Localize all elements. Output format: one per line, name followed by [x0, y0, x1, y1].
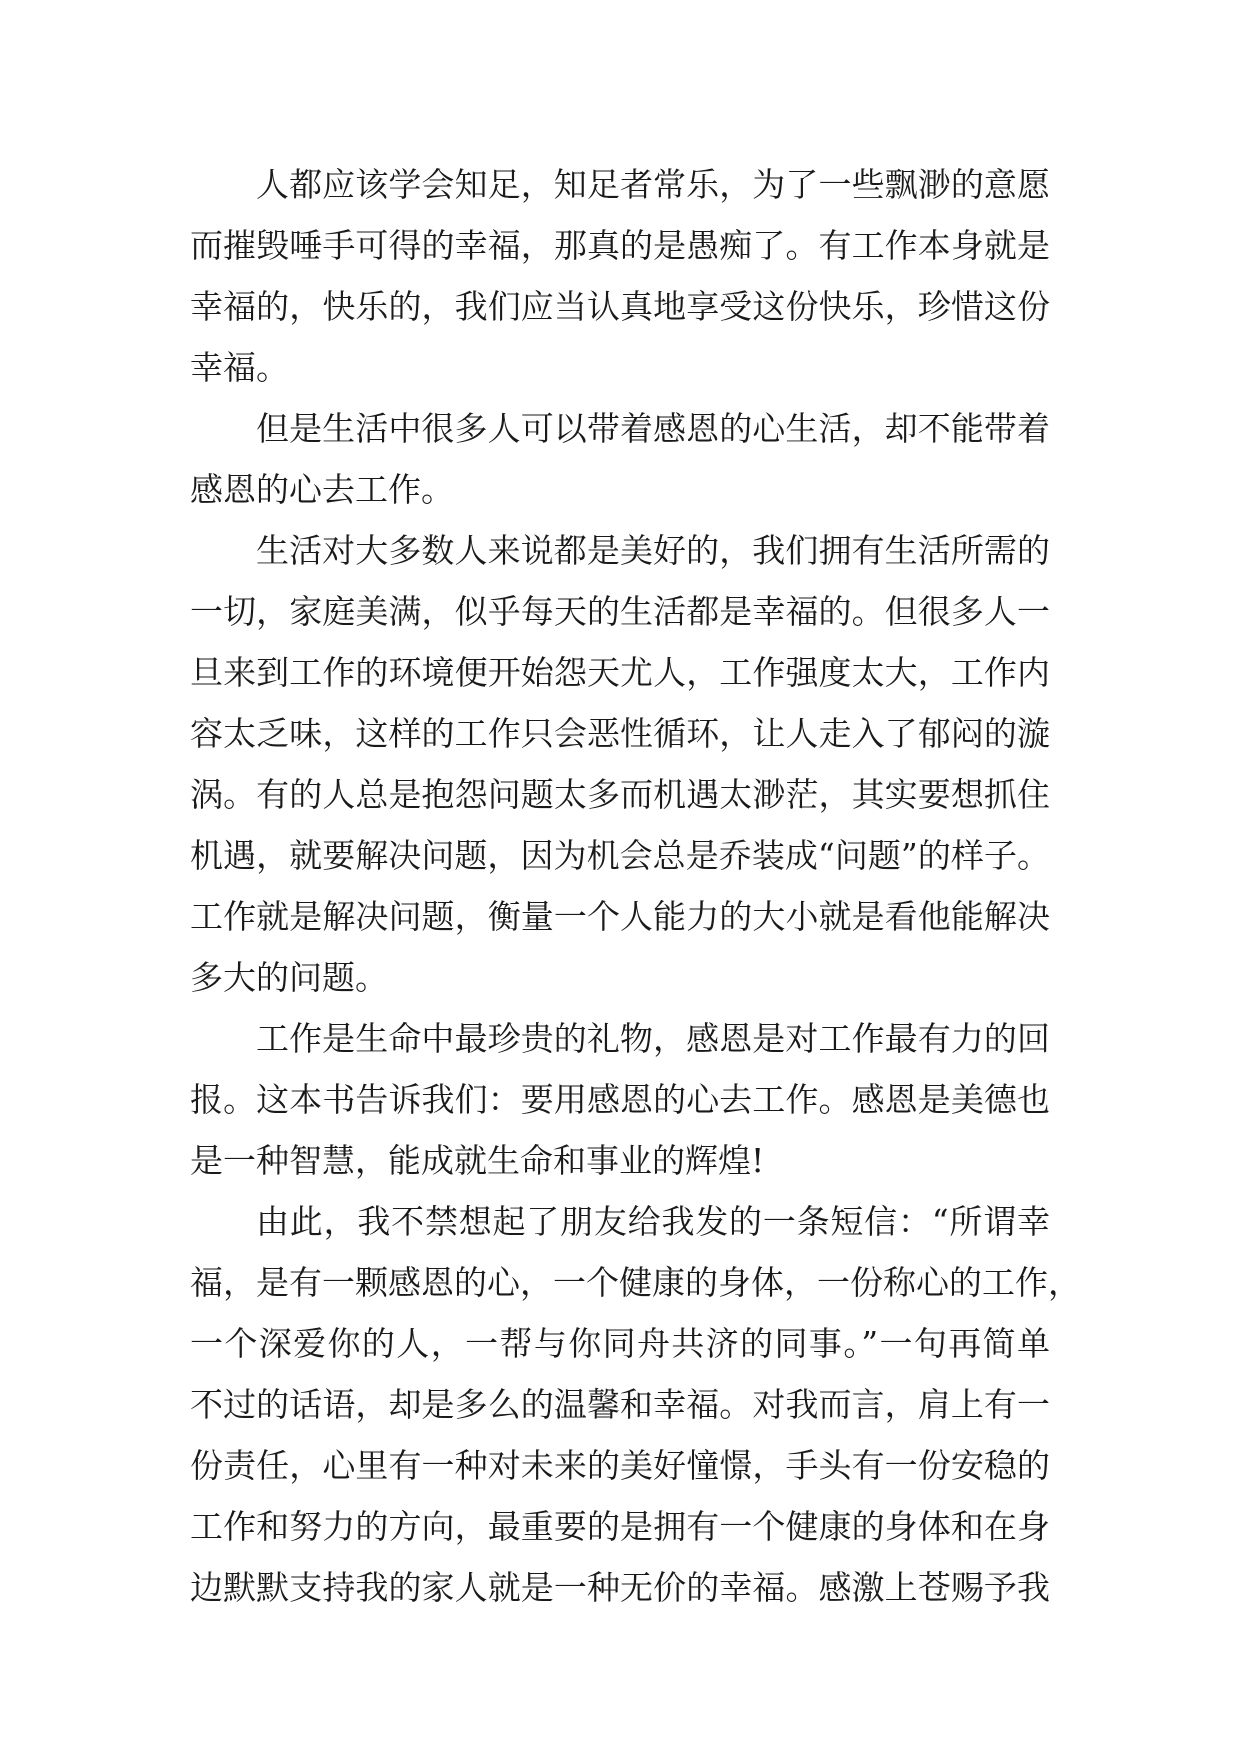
paragraph-2-line-1: 但是生活中很多人可以带着感恩的心生活，却不能带着 [256, 409, 1050, 448]
paragraph-5-line-5: 份责任，心里有一种对未来的美好憧憬，手头有一份安稳的 [190, 1446, 1050, 1485]
paragraph-3-line-6: 机遇，就要解决问题，因为机会总是乔装成“问题”的样子。 [190, 836, 1050, 875]
paragraph-3-line-3: 旦来到工作的环境便开始怨天尤人，工作强度太大，工作内 [190, 653, 1050, 692]
paragraph-1-line-4: 幸福。 [190, 348, 289, 387]
paragraph-3-line-5: 涡。有的人总是抱怨问题太多而机遇太渺茫，其实要想抓住 [190, 775, 1050, 814]
paragraph-4-line-2: 报。这本书告诉我们：要用感恩的心去工作。感恩是美德也 [190, 1080, 1050, 1119]
paragraph-4-line-3: 是一种智慧，能成就生命和事业的辉煌! [190, 1141, 765, 1180]
paragraph-3-line-2: 一切，家庭美满，似乎每天的生活都是幸福的。但很多人一 [190, 592, 1050, 631]
paragraph-3-line-4: 容太乏味，这样的工作只会恶性循环，让人走入了郁闷的漩 [190, 714, 1050, 753]
paragraph-1-line-2: 而摧毁唾手可得的幸福，那真的是愚痴了。有工作本身就是 [190, 226, 1050, 265]
paragraph-1-line-1: 人都应该学会知足，知足者常乐，为了一些飘渺的意愿 [256, 165, 1050, 204]
paragraph-2-line-2: 感恩的心去工作。 [190, 470, 454, 509]
paragraph-5-line-4: 不过的话语，却是多么的温馨和幸福。对我而言，肩上有一 [190, 1385, 1050, 1424]
paragraph-3-line-8: 多大的问题。 [190, 958, 388, 997]
paragraph-5-line-2: 福，是有一颗感恩的心，一个健康的身体，一份称心的工作， [190, 1263, 1081, 1302]
paragraph-4-line-1: 工作是生命中最珍贵的礼物，感恩是对工作最有力的回 [256, 1019, 1050, 1058]
paragraph-5-line-7: 边默默支持我的家人就是一种无价的幸福。感激上苍赐予我 [190, 1568, 1050, 1607]
paragraph-5-line-6: 工作和努力的方向，最重要的是拥有一个健康的身体和在身 [190, 1507, 1050, 1546]
paragraph-5-line-1: 由此，我不禁想起了朋友给我发的一条短信：“所谓幸 [256, 1202, 1050, 1241]
paragraph-3-line-1: 生活对大多数人来说都是美好的，我们拥有生活所需的 [256, 531, 1050, 570]
paragraph-5-line-3: 一个深爱你的人，一帮与你同舟共济的同事。”一句再简单 [190, 1324, 1050, 1363]
document-body [190, 154, 1081, 1618]
paragraph-3-line-7: 工作就是解决问题，衡量一个人能力的大小就是看他能解决 [190, 897, 1050, 936]
paragraph-1-line-3: 幸福的，快乐的，我们应当认真地享受这份快乐，珍惜这份 [190, 287, 1050, 326]
